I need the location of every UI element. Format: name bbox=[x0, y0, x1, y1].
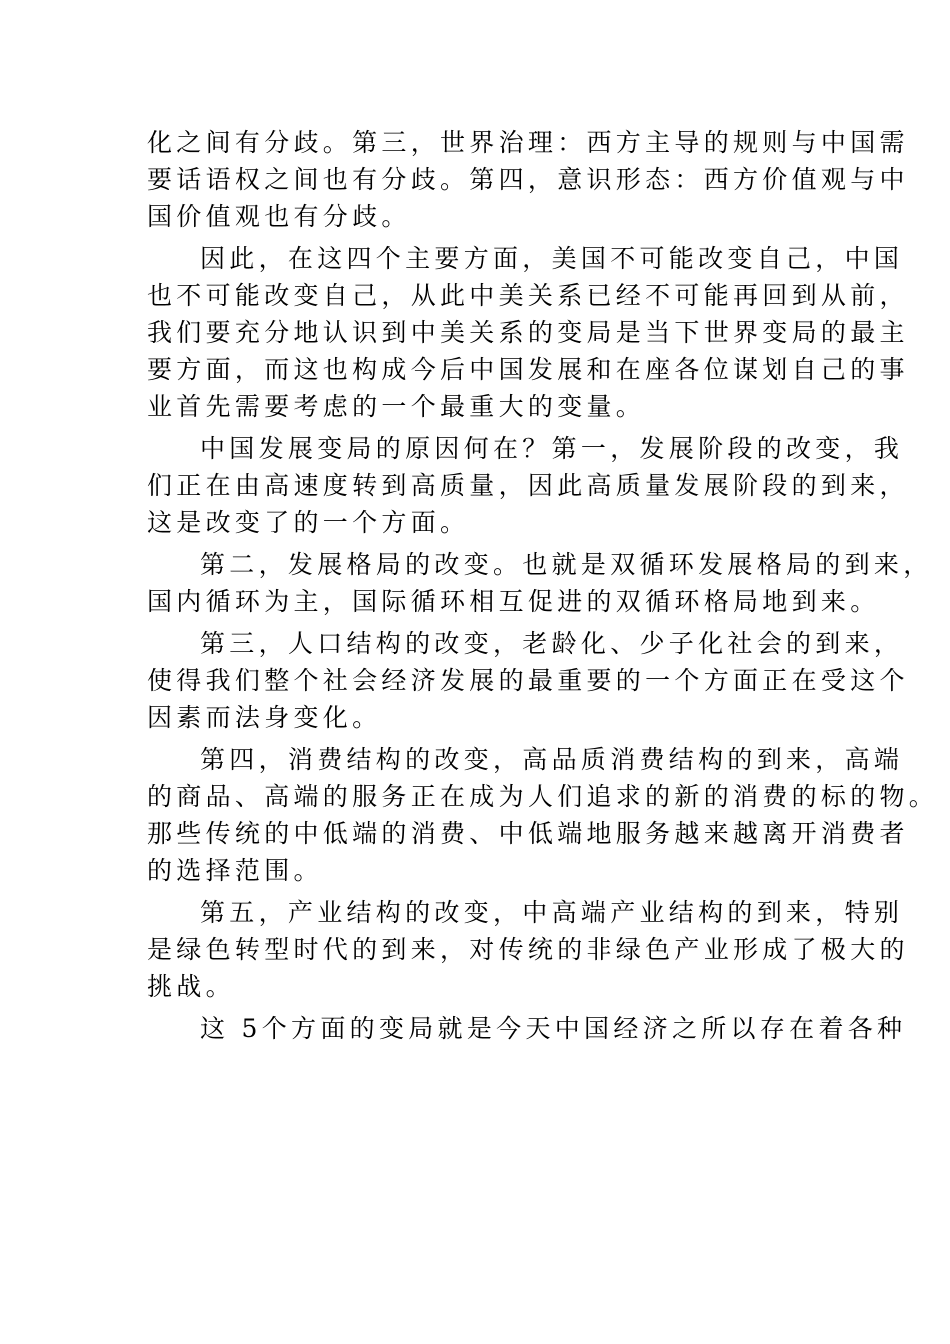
text-line: 化之间有分歧。第三，世界治理：西方主导的规则与中国需 bbox=[147, 128, 909, 157]
text-line: 第三，人口结构的改变，老龄化、少子化社会的到来， bbox=[200, 629, 904, 658]
paragraph-4 bbox=[147, 546, 933, 620]
paragraph-8 bbox=[147, 1010, 907, 1047]
paragraph-5 bbox=[147, 625, 909, 736]
paragraph-6 bbox=[147, 741, 939, 889]
text-line: 业首先需要考虑的一个最重大的变量。 bbox=[147, 392, 646, 421]
text-line: 国内循环为主，国际循环相互促进的双循环格局地到来。 bbox=[147, 587, 880, 616]
paragraph-2 bbox=[147, 240, 909, 425]
paragraph-3 bbox=[147, 430, 909, 541]
text-line: 我们要充分地认识到中美关系的变局是当下世界变局的最主 bbox=[147, 318, 909, 347]
text-line: 因此，在这四个主要方面，美国不可能改变自己，中国 bbox=[200, 244, 904, 273]
text-line: 要方面，而这也构成今后中国发展和在座各位谋划自己的事 bbox=[147, 355, 909, 384]
text-line: 中国发展变局的原因何在？第一，发展阶段的改变，我 bbox=[200, 434, 904, 463]
text-line: 的选择范围。 bbox=[147, 856, 323, 885]
paragraph-1 bbox=[147, 124, 909, 235]
text-line: 因素而法身变化。 bbox=[147, 703, 382, 732]
text-line: 也不可能改变自己，从此中美关系已经不可能再回到从前， bbox=[147, 281, 909, 310]
text-line: 这是改变了的一个方面。 bbox=[147, 508, 470, 537]
paragraph-7 bbox=[147, 894, 909, 1005]
text-line: 这 5个方面的变局就是今天中国经济之所以存在着各种 bbox=[200, 1014, 907, 1043]
text-line: 国价值观也有分歧。 bbox=[147, 202, 411, 231]
text-line: 第二，发展格局的改变。也就是双循环发展格局的到来， bbox=[200, 550, 933, 579]
document-body bbox=[147, 124, 939, 1052]
text-line: 使得我们整个社会经济发展的最重要的一个方面正在受这个 bbox=[147, 666, 909, 695]
text-line: 第五，产业结构的改变，中高端产业结构的到来，特别 bbox=[200, 898, 904, 927]
text-line: 那些传统的中低端的消费、中低端地服务越来越离开消费者 bbox=[147, 819, 909, 848]
text-line: 要话语权之间也有分歧。第四，意识形态：西方价值观与中 bbox=[147, 165, 909, 194]
text-line: 的商品、高端的服务正在成为人们追求的新的消费的标的物。 bbox=[147, 782, 939, 811]
text-line: 们正在由高速度转到高质量，因此高质量发展阶段的到来， bbox=[147, 471, 909, 500]
text-line: 是绿色转型时代的到来，对传统的非绿色产业形成了极大的 bbox=[147, 935, 909, 964]
text-line: 第四，消费结构的改变，高品质消费结构的到来，高端 bbox=[200, 745, 904, 774]
text-line: 挑战。 bbox=[147, 972, 235, 1001]
